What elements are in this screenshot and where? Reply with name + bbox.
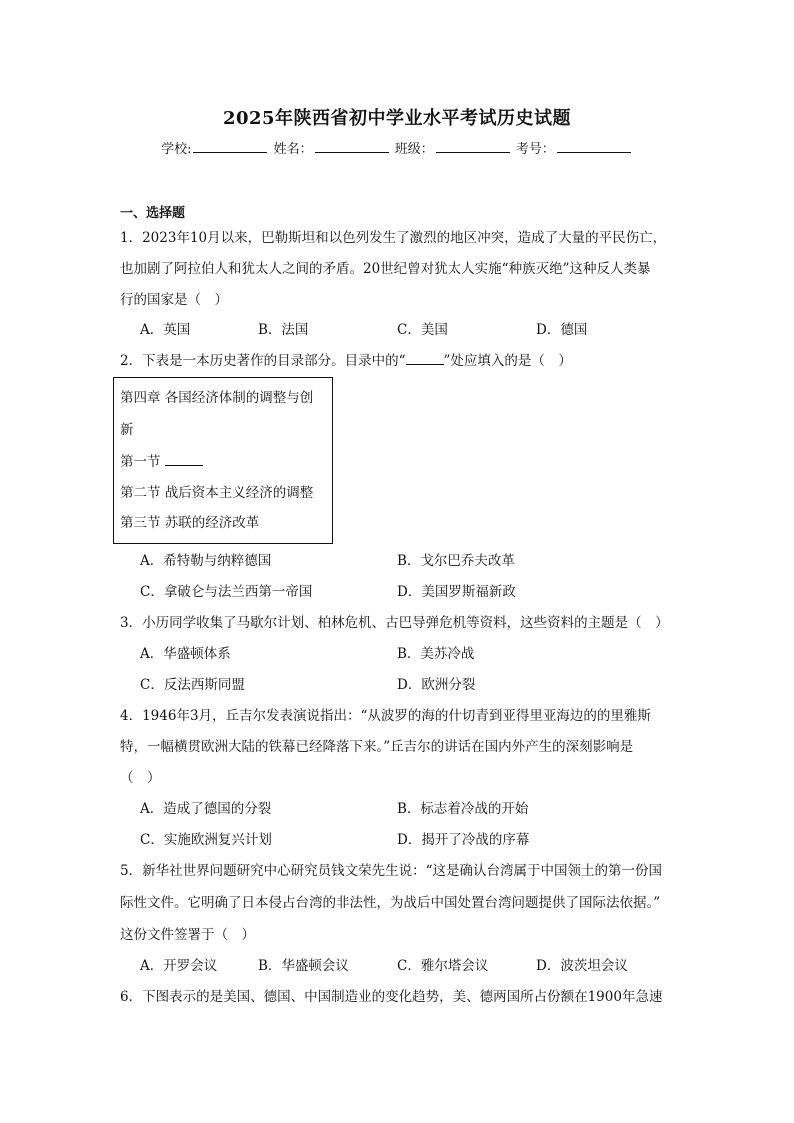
q4-line1: 4．1946年3月，丘吉尔发表演说指出：“从波罗的海的什切青到亚得里亚海边的的里雅斯 [120,708,651,724]
school-label: 学校: [161,142,192,157]
page-title: 2025年陕西省初中学业水平考试历史试题 [222,108,572,129]
q3-line1: 3．小历同学收集了马歇尔计划、柏林危机、古巴导弹危机等资料，这些资料的主题是（ ） [120,615,669,631]
toc-row-section3: 第三节 苏联的经济改革 [120,515,260,531]
q5-line2: 际性文件。它明确了日本侵占台湾的非法性，为战后中国处置台湾问题提供了国际法依据。” [120,895,661,911]
name-blank [315,140,389,153]
q1-option-c: C．美国 [397,322,448,338]
school-blank [193,140,267,153]
q5-option-d: D．波茨坦会议 [536,958,628,974]
q4-option-b: B．标志着冷战的开始 [397,801,529,817]
q4-line2: 特，一幅横贯欧洲大陆的铁幕已经降落下来。”丘吉尔的讲话在国内外产生的深刻影响是 [120,739,634,755]
number-label: 考号： [515,142,555,157]
q4-option-a: A．造成了德国的分裂 [140,801,272,817]
q3-option-a: A．华盛顿体系 [140,646,231,662]
toc-section1-blank [165,453,203,466]
q3-option-d: D．欧洲分裂 [397,677,476,693]
q1-line3: 行的国家是（ ） [120,292,228,308]
name-label: 姓名： [273,142,313,157]
student-info [0,138,794,157]
q2-line1-b: ”处应填入的是（ ） [443,353,572,369]
toc-row-section2: 第二节 战后资本主义经济的调整 [120,485,314,501]
toc-section1-label: 第一节 [120,454,165,470]
q2-option-a: A．希特勒与纳粹德国 [140,553,272,569]
q1-line2: 也加剧了阿拉伯人和犹太人之间的矛盾。20世纪曾对犹太人实施“种族灭绝”这种反人类暴 [120,261,651,277]
q4-option-d: D．揭开了冷战的序幕 [397,832,530,848]
toc-row-section1 [120,452,203,472]
q5-option-a: A．开罗会议 [140,958,218,974]
q4-option-c: C．实施欧洲复兴计划 [140,832,272,848]
class-label: 班级： [394,142,434,157]
q2-line1-a: 2．下表是一本历史著作的目录部分。目录中的“ [120,353,406,369]
toc-row-chapter: 第四章 各国经济体制的调整与创 [120,390,314,406]
table-of-contents-box [113,377,333,544]
q6-line1: 6．下图表示的是美国、德国、中国制造业的变化趋势，美、德两国所占份额在1900年急速 [120,989,663,1005]
q1-option-d: D．德国 [536,322,588,338]
q3-option-c: C．反法西斯同盟 [140,677,245,693]
q5-option-c: C．雅尔塔会议 [397,958,489,974]
q2-option-b: B．戈尔巴乔夫改革 [397,553,515,569]
q1-option-a: A．英国 [140,322,191,338]
q5-line3: 这份文件签署于（ ） [120,927,255,943]
section-heading: 一、选择题 [120,206,186,221]
q5-line1: 5．新华社世界问题研究中心研究员钱文荣先生说：“这是确认台湾属于中国领土的第一份国 [120,863,662,879]
q5-option-b: B．华盛顿会议 [258,958,349,974]
class-blank [436,140,510,153]
q4-line3: （ ） [120,770,161,786]
q2-blank [406,352,444,365]
q2-option-d: D．美国罗斯福新政 [397,584,516,600]
q1-option-b: B．法国 [258,322,309,338]
q2-line1 [120,351,680,371]
q2-option-c: C．拿破仑与法兰西第一帝国 [140,584,313,600]
toc-row-chapter-cont: 新 [120,422,134,438]
number-blank [557,140,631,153]
q1-line1: 1．2023年10月以来，巴勒斯坦和以色列发生了激烈的地区冲突，造成了大量的平民伤亡， [120,230,667,246]
q3-option-b: B．美苏冷战 [397,646,475,662]
